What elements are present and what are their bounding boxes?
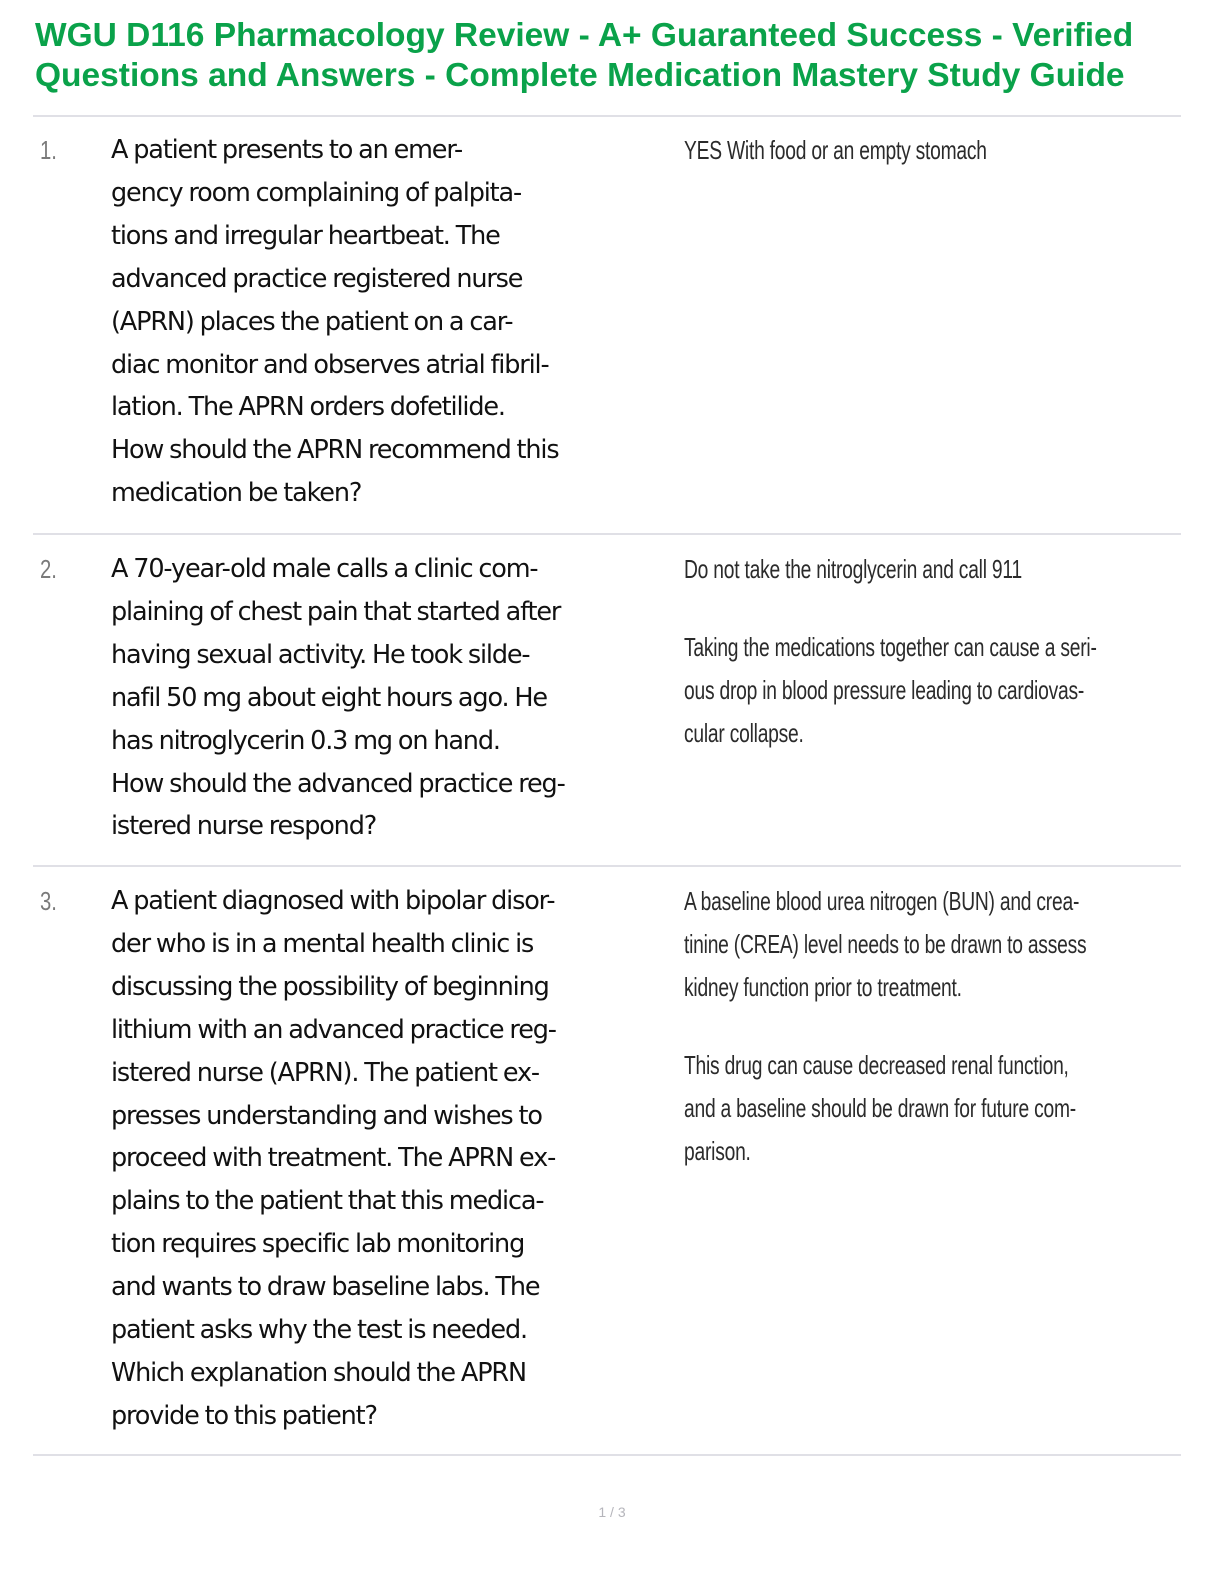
question-line: provide to this patient? bbox=[111, 1400, 377, 1431]
question-line: tions and irregular heartbeat. The bbox=[111, 220, 500, 251]
question-line: patient asks why the test is needed. bbox=[111, 1315, 527, 1346]
question-line: and wants to draw baseline labs. The bbox=[111, 1272, 540, 1303]
paragraph-gap bbox=[684, 1009, 1204, 1044]
question-line: How should the APRN recommend this bbox=[111, 435, 559, 466]
question-line: has nitroglycerin 0.3 mg on hand. bbox=[111, 725, 500, 756]
page-indicator: 1 / 3 bbox=[598, 1504, 626, 1520]
divider bbox=[33, 115, 1181, 117]
question-line: discussing the possibility of beginning bbox=[111, 971, 549, 1002]
question-text bbox=[111, 880, 686, 1438]
question-line: A patient diagnosed with bipolar disor- bbox=[111, 886, 555, 916]
answer-text bbox=[684, 129, 1204, 172]
answer-line: ous drop in blood pressure leading to cardiovas- bbox=[684, 675, 1085, 705]
divider bbox=[33, 865, 1181, 867]
answer-line: YES With food or an empty stomach bbox=[684, 135, 987, 165]
question-line: How should the advanced practice reg- bbox=[111, 768, 565, 799]
question-line: A 70-year-old male calls a clinic com- bbox=[111, 554, 538, 584]
answer-line: kidney function prior to treatment. bbox=[684, 972, 962, 1002]
question-line: istered nurse respond? bbox=[111, 811, 377, 842]
answer-line: Taking the medications together can cause a seri- bbox=[684, 632, 1097, 662]
question-line: Which explanation should the APRN bbox=[111, 1357, 526, 1388]
question-line: A patient presents to an emer- bbox=[111, 135, 463, 165]
answer-line: This drug can cause decreased renal function, bbox=[684, 1050, 1069, 1080]
question-line: diac monitor and observes atrial fibril- bbox=[111, 349, 549, 380]
question-text bbox=[111, 548, 686, 848]
question-line: advanced practice registered nurse bbox=[111, 263, 523, 294]
question-line: plains to the patient that this medica- bbox=[111, 1186, 544, 1217]
question-line: plaining of chest pain that started after bbox=[111, 596, 561, 627]
item-number: 3. bbox=[40, 886, 57, 916]
answer-line: and a baseline should be drawn for future com- bbox=[684, 1093, 1076, 1123]
paragraph-gap bbox=[684, 591, 1204, 626]
document-title bbox=[35, 16, 1220, 96]
answer-text bbox=[684, 880, 1204, 1173]
title-line-2: Questions and Answers - Complete Medication Mastery Study Guide bbox=[35, 57, 1125, 94]
item-number: 2. bbox=[40, 554, 57, 584]
answer-line: A baseline blood urea nitrogen (BUN) and crea- bbox=[684, 886, 1080, 916]
question-line: proceed with treatment. The APRN ex- bbox=[111, 1143, 556, 1174]
divider bbox=[33, 533, 1181, 535]
item-number: 1. bbox=[40, 135, 57, 165]
question-line: having sexual activity. He took silde- bbox=[111, 639, 530, 670]
answer-line: tinine (CREA) level needs to be drawn to assess bbox=[684, 929, 1087, 959]
divider bbox=[33, 1454, 1181, 1456]
question-line: medication be taken? bbox=[111, 478, 362, 509]
question-line: gency room complaining of palpita- bbox=[111, 177, 522, 208]
question-line: lithium with an advanced practice reg- bbox=[111, 1014, 556, 1045]
question-line: lation. The APRN orders dofetilide. bbox=[111, 392, 505, 423]
question-line: presses understanding and wishes to bbox=[111, 1100, 542, 1131]
question-line: nafil 50 mg about eight hours ago. He bbox=[111, 682, 547, 713]
question-line: tion requires specific lab monitoring bbox=[111, 1229, 525, 1260]
title-line-1: WGU D116 Pharmacology Review - A+ Guaranteed Success - Verified bbox=[35, 17, 1134, 54]
question-text bbox=[111, 129, 686, 515]
answer-text bbox=[684, 548, 1204, 755]
question-line: der who is in a mental health clinic is bbox=[111, 928, 534, 959]
answer-line: Do not take the nitroglycerin and call 911 bbox=[684, 554, 1022, 584]
question-line: (APRN) places the patient on a car- bbox=[111, 306, 513, 337]
question-line: istered nurse (APRN). The patient ex- bbox=[111, 1057, 539, 1088]
answer-line: cular collapse. bbox=[684, 718, 804, 748]
answer-line: parison. bbox=[684, 1136, 751, 1166]
